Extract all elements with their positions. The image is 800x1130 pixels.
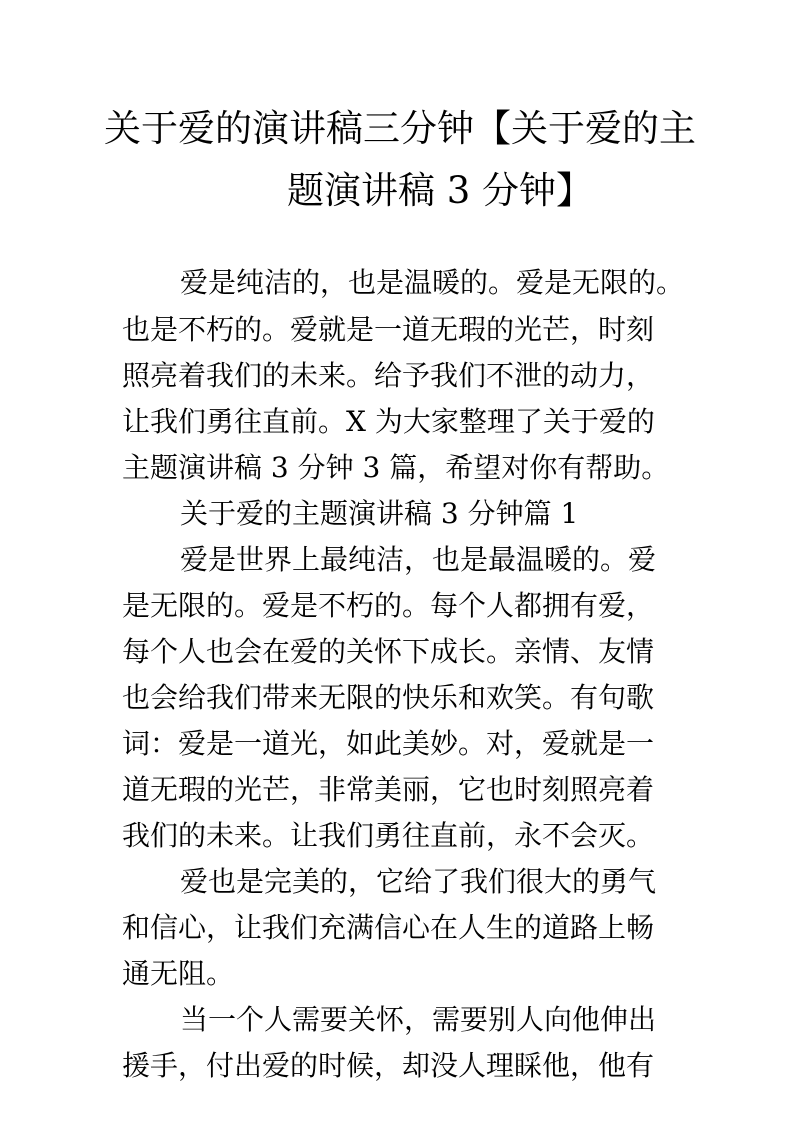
body-line: 让我们勇往直前。X 为大家整理了关于爱的 xyxy=(122,405,655,438)
body-line: 也会给我们带来无限的快乐和欢笑。有句歌 xyxy=(122,681,655,714)
body-line: 每个人也会在爱的关怀下成长。亲情、友情 xyxy=(122,635,655,668)
body-line: 词：爱是一道光，如此美妙。对，爱就是一 xyxy=(122,727,655,760)
section-heading: 关于爱的主题演讲稿 3 分钟篇 1 xyxy=(180,497,579,530)
body-line: 和信心，让我们充满信心在人生的道路上畅 xyxy=(122,911,655,944)
body-line: 爱是世界上最纯洁，也是最温暖的。爱 xyxy=(180,543,657,576)
document-title-line-1: 关于爱的演讲稿三分钟【关于爱的主 xyxy=(104,107,696,150)
body-line: 爱也是完美的，它给了我们很大的勇气 xyxy=(180,865,657,898)
body-line: 也是不朽的。爱就是一道无瑕的光芒，时刻 xyxy=(122,313,655,346)
body-line: 通无阻。 xyxy=(122,957,235,990)
body-line: 爱是纯洁的，也是温暖的。爱是无限的。 xyxy=(180,266,685,299)
body-line: 我们的未来。让我们勇往直前，永不会灭。 xyxy=(122,819,655,852)
body-line: 是无限的。爱是不朽的。每个人都拥有爱， xyxy=(122,589,655,622)
body-line: 当一个人需要关怀，需要别人向他伸出 xyxy=(180,1003,657,1036)
body-line: 道无瑕的光芒，非常美丽，它也时刻照亮着 xyxy=(122,773,655,806)
document-title-line-2: 题演讲稿 3 分钟】 xyxy=(286,169,594,212)
body-line: 照亮着我们的未来。给予我们不泄的动力， xyxy=(122,359,655,392)
body-line: 援手，付出爱的时候，却没人理睬他，他有 xyxy=(122,1049,655,1082)
body-line: 主题演讲稿 3 分钟 3 篇，希望对你有帮助。 xyxy=(122,451,670,484)
